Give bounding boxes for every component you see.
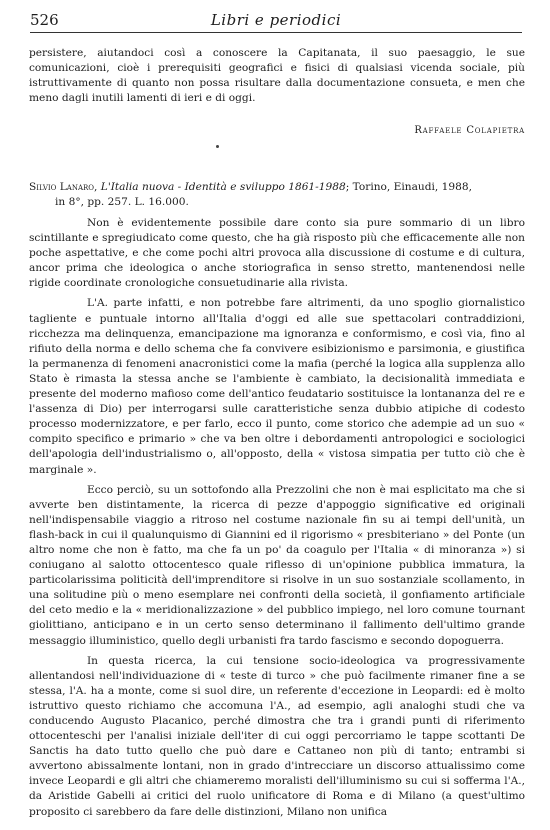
review-body bbox=[29, 216, 525, 825]
book-title: L'Italia nuova - Identità e sviluppo 1861-1988 bbox=[100, 181, 346, 193]
page-header bbox=[30, 11, 522, 33]
review-paragraph: Ecco perciò, su un sottofondo alla Prezzolini che non è mai esplicitato ma che si avverte ben distintamente, la ricerca di pezze d'appoggio significative ed originali nell'indispensabile viaggio a ritroso nel costume nazionale fin su ai tempi dell'unità, un flash-back in cui il qualunquismo di Giannini ed il rigorismo « presbiteriano » del Ponte (un altro nome che non è fatto, ma che fa un po' da coagulo per l'Italia « di minoranza ») si coniugano al salotto ottocentesco quale riflesso di un'opinione pubblica immatura, la particolarissima politicità dell'imprenditore si risolve in un suo sostanziale scollamento, in una solitudine più o meno esemplare nei confronti della società, il gonfiamento artificiale del ceto medio e la « meridionalizzazione » del pubblico impiego, nel loro comune tournant giolittiano, anticipano e in un certo senso determinano il fallimento dell'ultimo grande messaggio illuministico, quello degli urbanisti fra tardo fascismo e secondo dopoguerra. bbox=[29, 483, 525, 647]
reviewer-signature: Raffaele Colapietra bbox=[414, 125, 525, 136]
ink-speck bbox=[216, 145, 219, 148]
header-rule bbox=[30, 32, 522, 33]
previous-review-closing: persistere, aiutandoci così a conoscere la Capitanata, il suo paesaggio, le sue comunicazioni, cioè i prerequisiti geografici e fisici di qualsiasi vicenda sociale, più istruttivamente di quanto non possa risultare dalla documentazione consueta, e men che meno dagli inutili lamenti di ieri e di oggi. bbox=[29, 47, 525, 105]
book-details: in 8°, pp. 257. L. 16.000. bbox=[55, 196, 189, 209]
review-paragraph: In questa ricerca, la cui tensione socio-ideologica va progressivamente allentandosi nell'individuazione di « teste di turco » che può facilmente rimaner fine a se stessa, l'A. ha a monte, come si suol dire, un referente d'eccezione in Leopardi: ed è molto istruttivo questo richiamo che accomuna l'A., ad esempio, agli analoghi studi che va conducendo Augusto Placanico, perché dimostra che tra i grandi punti di riferimento ottocenteschi per l'analisi iniziale dell'iter di cui oggi percorriamo le tappe scottanti De Sanctis ha dato tutto quello che può dare e Cattaneo non più di tanto; entrambi si avvertono abissalmente lontani, non in grado d'intrecciare un discorso attualissimo come invece Leopardi e gli altri che chiameremo moralisti dell'illuminismo su cui si sofferma l'A., da Aristide Gabelli ai critici del ruolo unificatore di Roma e di Milano (a quest'ultimo proposito ci sarebbero da fare delle distinzioni, Milano non unifica bbox=[29, 654, 525, 818]
running-title: Libri e periodici bbox=[210, 11, 342, 29]
review-paragraph: L'A. parte infatti, e non potrebbe fare altrimenti, da uno spoglio giornalistico tagliente e puntuale intorno all'Italia d'oggi ed alle sue spettacolari contraddizioni, ricchezza ma delinquenza, emancipazione ma ignoranza e conformismo, e così via, fino al rifiuto della norma e dello schema che fa convivere esibizionismo e parsimonia, e giustifica la permanenza di fenomeni anacronistici come la mafia (perché la logica alla supplenza allo Stato è rimasta la stessa anche se l'ambiente è cambiato, la decisionalità immediata e presente del moderno mafioso come dell'antico feudatario sostituisce la lontananza del re e l'assenza di Dio) per interrogarsi sulle caratteristiche senza dubbio atipiche di codesto processo modernizzatore, e per farlo, ecco il punto, come storico che adempie ad un suo « compito specifico e primario » che va ben oltre i debordamenti antropologici e sociologici dell'apologia dell'industrialismo o, all'opposto, della « vistosa simpatia per tutto ciò che è marginale ». bbox=[29, 297, 525, 476]
book-citation: Silvio Lanaro, L'Italia nuova - Identità e sviluppo 1861-1988; Torino, Einaudi, 1988, in 8°, pp. 257. L. 16.000. bbox=[29, 180, 525, 210]
book-author: Silvio Lanaro bbox=[29, 181, 95, 193]
page-number: 526 bbox=[30, 11, 59, 29]
book-publisher: ; Torino, Einaudi, 1988, bbox=[345, 181, 472, 193]
review-paragraph: Non è evidentemente possibile dare conto sia pure sommario di un libro scintillante e spregiudicato come questo, che ha già risposto più che efficacemente alle non poche aspettative, e che come pochi altri provoca alla discussione di costume e di cultura, ancor prima che ideologica o anche storiografica in senso stretto, mantenendosi nelle rigide coordinate cronologiche consuetudinarie alla rivista. bbox=[29, 217, 525, 290]
